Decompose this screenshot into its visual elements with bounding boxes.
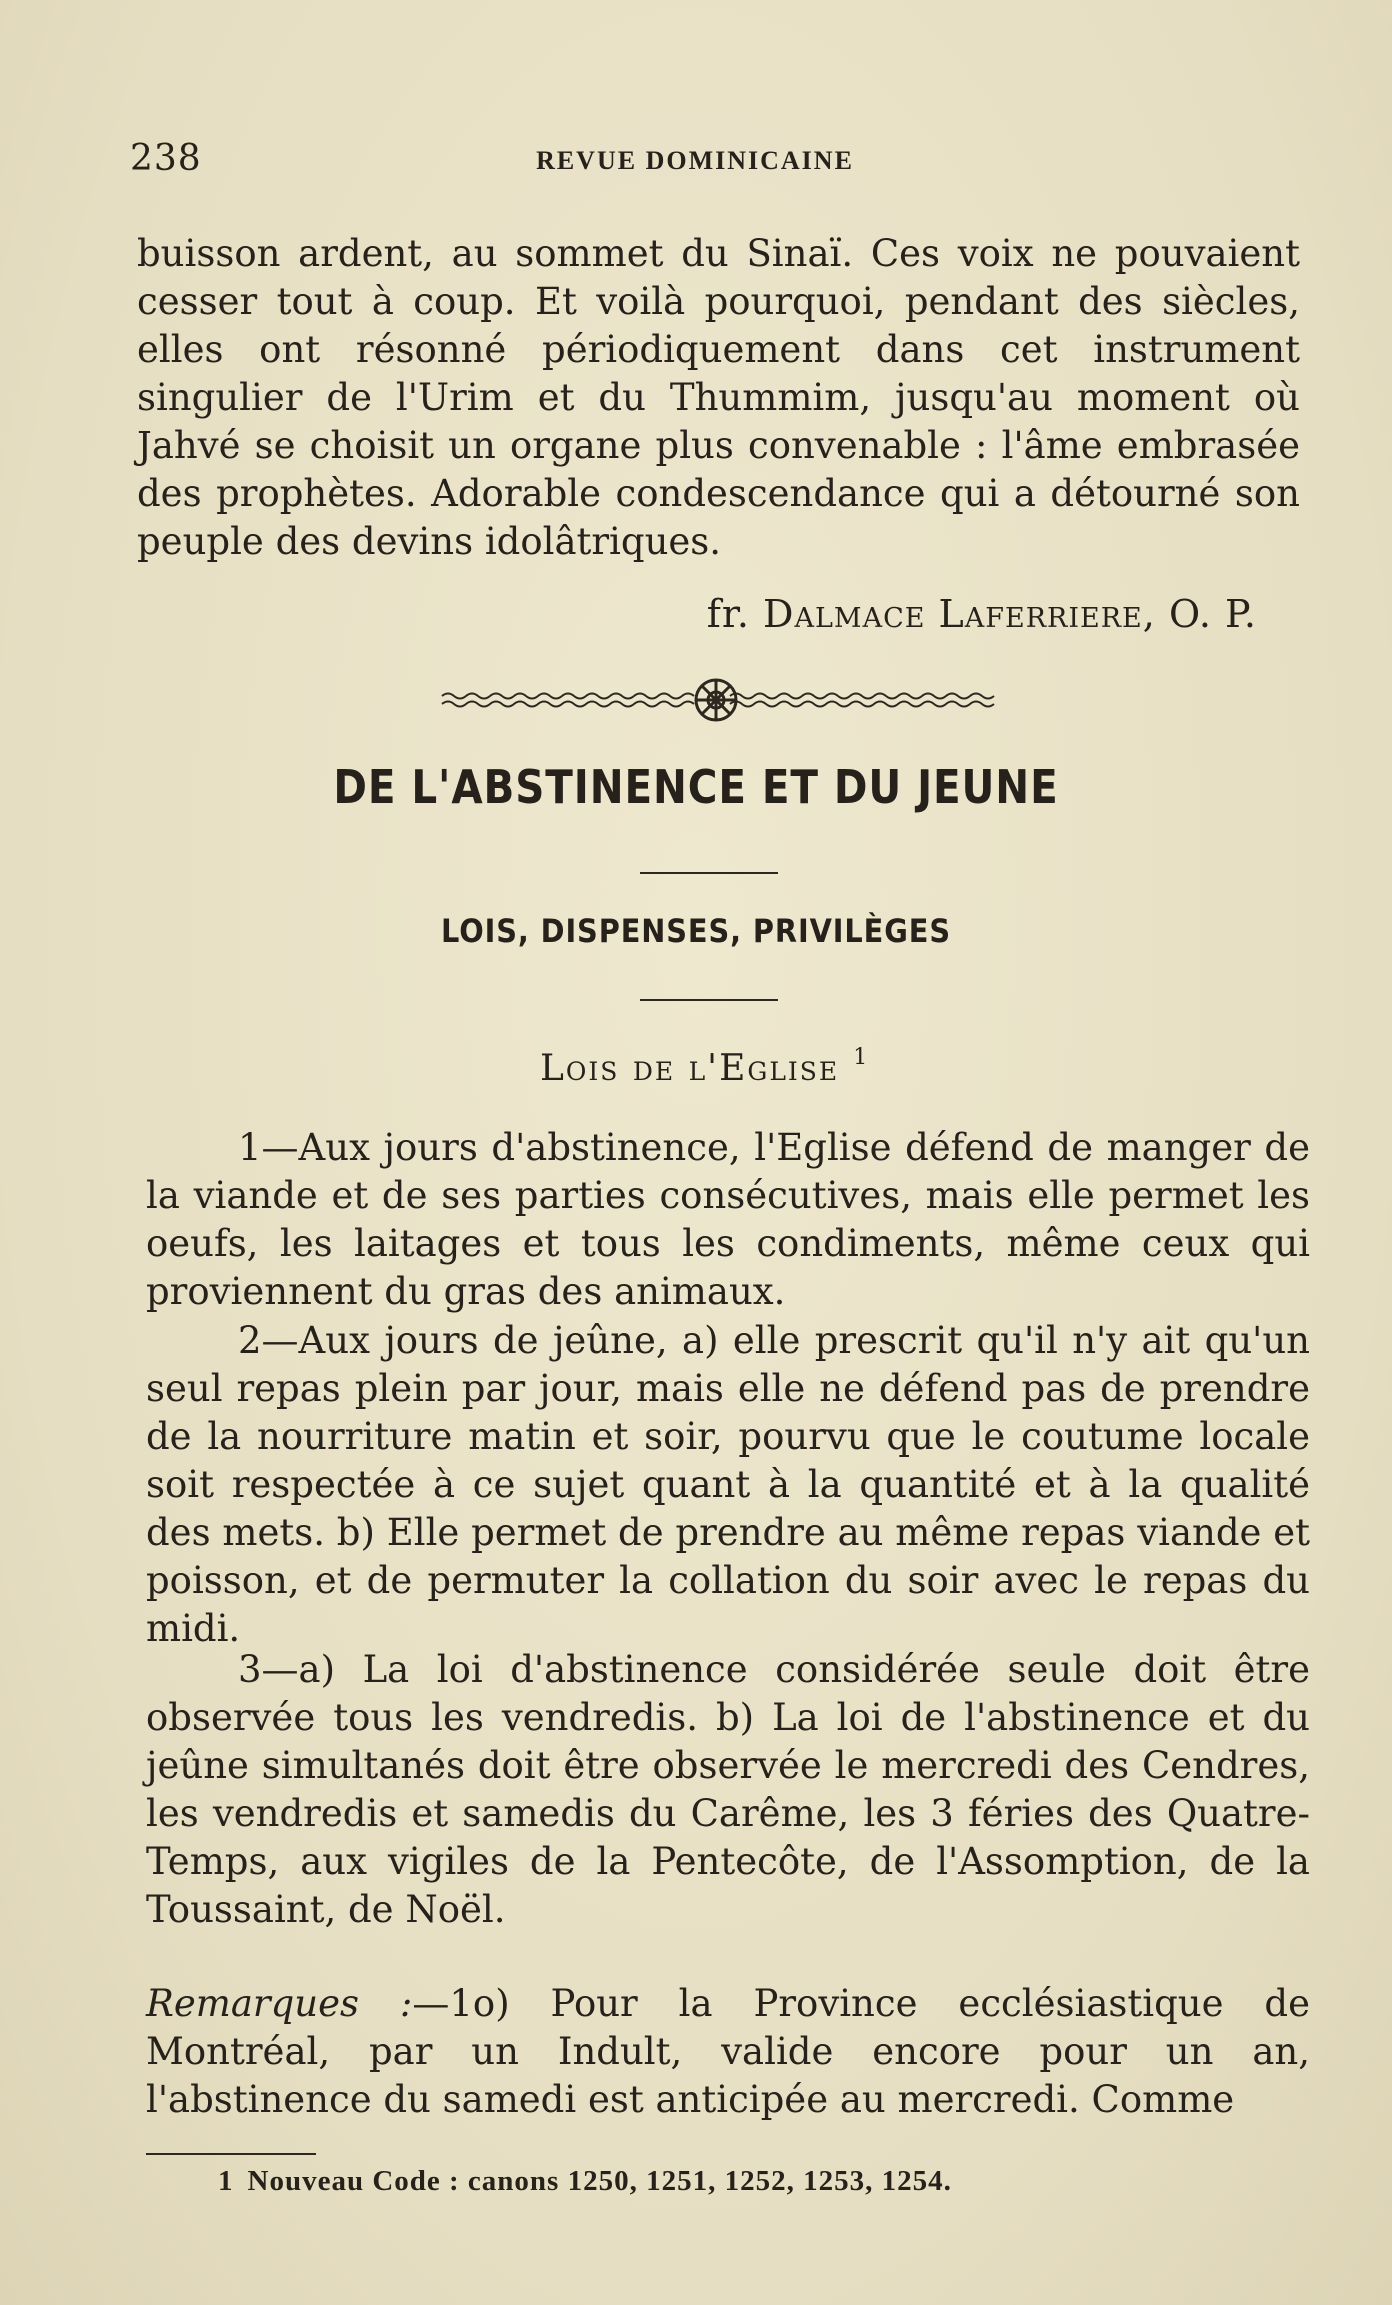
remarks-paragraph [146,1980,1310,2124]
previous-article-closing-paragraph: buisson ardent, au sommet du Sinaï. Ces voix ne pouvaient cesser tout à coup. Et voilà pourquoi, pendant des siècles, elles ont résonné périodiquement dans cet instrument singulier de l'Urim et du Thummim, jusqu'au moment où Jahvé se choisit un organe plus convenable : l'âme embrasée des prophètes. Adorable condescendance qui a détourné son peuple des devins idolâtriques. [137,232,1300,563]
signature-suffix: O. P. [1168,592,1257,636]
footnote-text: Nouveau Code : canons 1250, 1251, 1252, 1253, 1254. [247,2165,952,2197]
signature-name: Dalmace Laferriere, [763,592,1156,636]
title-rule-top [640,872,778,874]
footnote [218,2165,952,2198]
footnote-number: 1 [218,2165,234,2197]
section-heading [540,1045,869,1089]
title-rule-bottom [640,999,778,1001]
author-signature [137,592,1257,636]
paragraph-1: 1—Aux jours d'abstinence, l'Eglise défend de manger de la viande et de ses parties consécutives, mais elle permet les oeufs, les laitages et tous les condiments, même ceux qui proviennent du gras des animaux. [146,1126,1310,1313]
page-header [130,138,1260,188]
ornamental-divider [440,676,1000,726]
ornament-wave-left [442,694,694,707]
paragraph-2: 2—Aux jours de jeûne, a) elle prescrit qu'il n'y ait qu'un seul repas plein par jour, mais elle ne défend pas de prendre de la nourriture matin et soir, pourvu que le coutume locale soit respectée à ce sujet quant à la quantité et à la qualité des mets. b) Elle permet de prendre au même repas viande et poisson, et de permuter la collation du soir avec le repas du midi. [146,1319,1310,1650]
article-title: DE L'ABSTINENCE ET DU JEUNE [333,760,1059,814]
footnote-separator [146,2153,316,2155]
footnote-reference[interactable]: 1 [853,1045,870,1070]
article-subtitle: LOIS, DISPENSES, PRIVILÈGES [441,912,951,950]
ornament-wave-right [730,694,994,707]
signature-prefix: fr. [706,592,750,636]
ornament-center-rosette [696,680,736,720]
paragraph-3: 3—a) La loi d'abstinence considérée seule doit être observée tous les vendredis. b) La loi de l'abstinence et du jeûne simultanés doit être observée le mercredi des Cendres, les vendredis et samedis du Carême, les 3 féries des Quatre-Temps, aux vigiles de la Pentecôte, de l'Assomption, de la Toussaint, de Noël. [146,1648,1310,1931]
remarks-label: Remarques : [146,1982,413,2025]
section-heading-text: Lois de l'Eglise [540,1048,840,1089]
running-head: REVUE DOMINICAINE [536,146,854,175]
page-number: 238 [130,138,202,179]
remarks-text: —1o) Pour la Province ecclésiastique de Montréal, par un Indult, valide encore pour un an, l'abstinence du samedi est anticipée au mercredi. Comme [146,1982,1310,2121]
